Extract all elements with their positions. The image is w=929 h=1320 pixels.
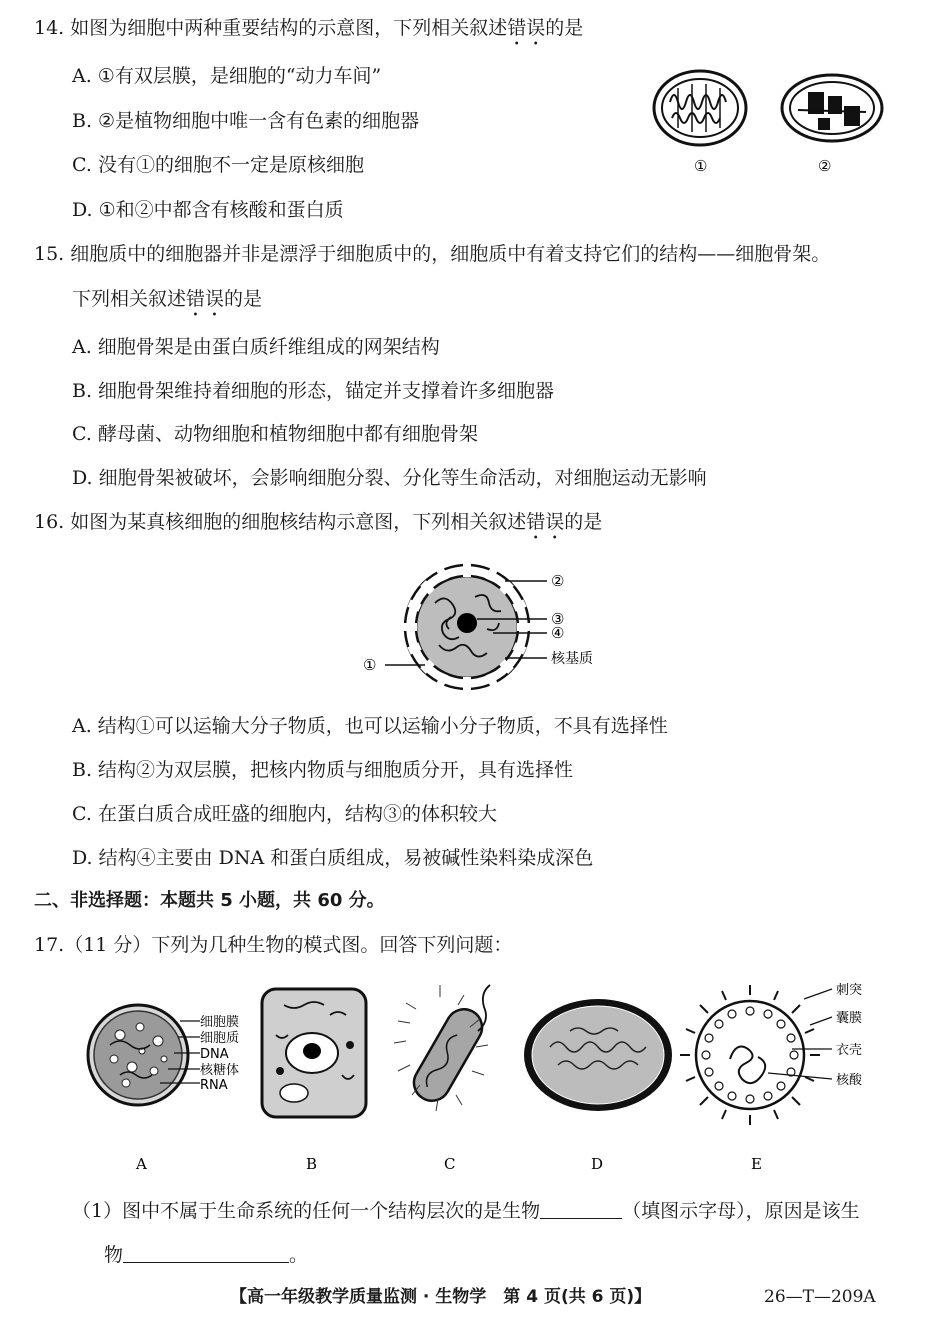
caption-a: A	[136, 1155, 147, 1173]
q15-option-c: C. 酵母菌、动物细胞和植物细胞中都有细胞骨架	[72, 423, 478, 445]
q16-label-2: ②	[551, 572, 565, 590]
q16-figure	[355, 563, 615, 693]
organism-e-label-nucleic-acid: 核酸	[836, 1073, 863, 1088]
chloroplast-diagram	[782, 75, 882, 141]
q16-label-3: ③	[551, 610, 565, 628]
q14-fig-label-1: ①	[694, 157, 708, 175]
q14-option-a: A. ①有双层膜，是细胞的“动力车间”	[72, 65, 382, 87]
organism-a-label-cytoplasm: 细胞质	[200, 1031, 240, 1046]
nucleus-diagram	[403, 563, 531, 691]
organism-e-label-spike: 刺突	[836, 983, 863, 998]
organism-a-label-dna: DNA	[200, 1047, 229, 1062]
q17-figure	[80, 975, 890, 1175]
q16-option-a: A. 结构①可以运输大分子物质，也可以运输小分子物质，不具有选择性	[72, 715, 668, 737]
caption-d: D	[591, 1155, 604, 1173]
q16-option-b: B. 结构②为双层膜，把核内物质与细胞质分开，具有选择性	[72, 759, 574, 781]
organism-a-label-rna: RNA	[200, 1078, 228, 1093]
q17-sub1-blank-1[interactable]	[540, 1200, 622, 1219]
q17-sub1-line2: 物 。	[104, 1244, 309, 1266]
q14-stem-emphasis: 错误	[507, 17, 546, 39]
q14-option-d: D. ①和②中都含有核酸和蛋白质	[72, 199, 344, 221]
q17-sub1-blank-2[interactable]	[123, 1244, 289, 1263]
q14-figure	[648, 62, 896, 177]
q16-stem: 16. 如图为某真核细胞的细胞核结构示意图，下列相关叙述错误的是	[34, 511, 603, 533]
section-2-heading: 二、非选择题：本题共 5 小题，共 60 分。	[34, 890, 385, 911]
organism-c-diagram	[394, 985, 490, 1111]
organism-e-label-capsid: 衣壳	[836, 1043, 863, 1058]
q14-stem: 14. 如图为细胞中两种重要结构的示意图，下列相关叙述错误的是	[34, 17, 584, 39]
caption-e: E	[751, 1155, 762, 1173]
q16-option-c: C. 在蛋白质合成旺盛的细胞内，结构③的体积较大	[72, 803, 497, 825]
q17-stem: 17.（11 分）下列为几种生物的模式图。回答下列问题：	[34, 934, 513, 956]
organism-e-label-envelope: 囊膜	[836, 1011, 863, 1026]
caption-b: B	[306, 1155, 318, 1173]
q16-label-1: ①	[363, 656, 377, 674]
footer-title: 【高一年级教学质量监测 · 生物学 第 4 页(共 6 页)】	[230, 1287, 652, 1307]
q16-label-matrix: 核基质	[551, 651, 593, 667]
organism-d-diagram	[524, 999, 672, 1111]
organism-a-label-membrane: 细胞膜	[200, 1015, 240, 1030]
q14-option-b: B. ②是植物细胞中唯一含有色素的细胞器	[72, 110, 420, 132]
caption-c: C	[444, 1155, 456, 1173]
q15-stem-line1: 15. 细胞质中的细胞器并非是漂浮于细胞质中的，细胞质中有着支持它们的结构——细胞骨架。	[34, 243, 831, 265]
q16-stem-emphasis: 错误	[526, 511, 565, 533]
q15-option-a: A. 细胞骨架是由蛋白质纤维组成的网架结构	[72, 336, 440, 358]
organism-e-diagram	[680, 985, 820, 1125]
q15-stem-line2: 下列相关叙述错误的是	[72, 288, 263, 310]
organism-a-diagram	[88, 1005, 188, 1105]
mitochondrion-diagram	[654, 71, 746, 145]
q14-option-c: C. 没有①的细胞不一定是原核细胞	[72, 154, 364, 176]
q16-option-d: D. 结构④主要由 DNA 和蛋白质组成，易被碱性染料染成深色	[72, 847, 594, 869]
footer-code: 26—T—209A	[764, 1287, 876, 1307]
organism-b-diagram	[262, 989, 366, 1117]
q17-sub1-line1: （1）图中不属于生命系统的任何一个结构层次的是生物 （填图示字母），原因是该生	[72, 1200, 860, 1222]
q15-stem-emphasis: 错误	[186, 288, 225, 310]
q16-label-4: ④	[551, 624, 565, 642]
q14-fig-label-2: ②	[818, 157, 832, 175]
q15-option-b: B. 细胞骨架维持着细胞的形态，锚定并支撑着许多细胞器	[72, 380, 555, 402]
q15-option-d: D. 细胞骨架被破坏，会影响细胞分裂、分化等生命活动，对细胞运动无影响	[72, 467, 707, 489]
organism-a-label-ribosome: 核糖体	[200, 1063, 240, 1078]
